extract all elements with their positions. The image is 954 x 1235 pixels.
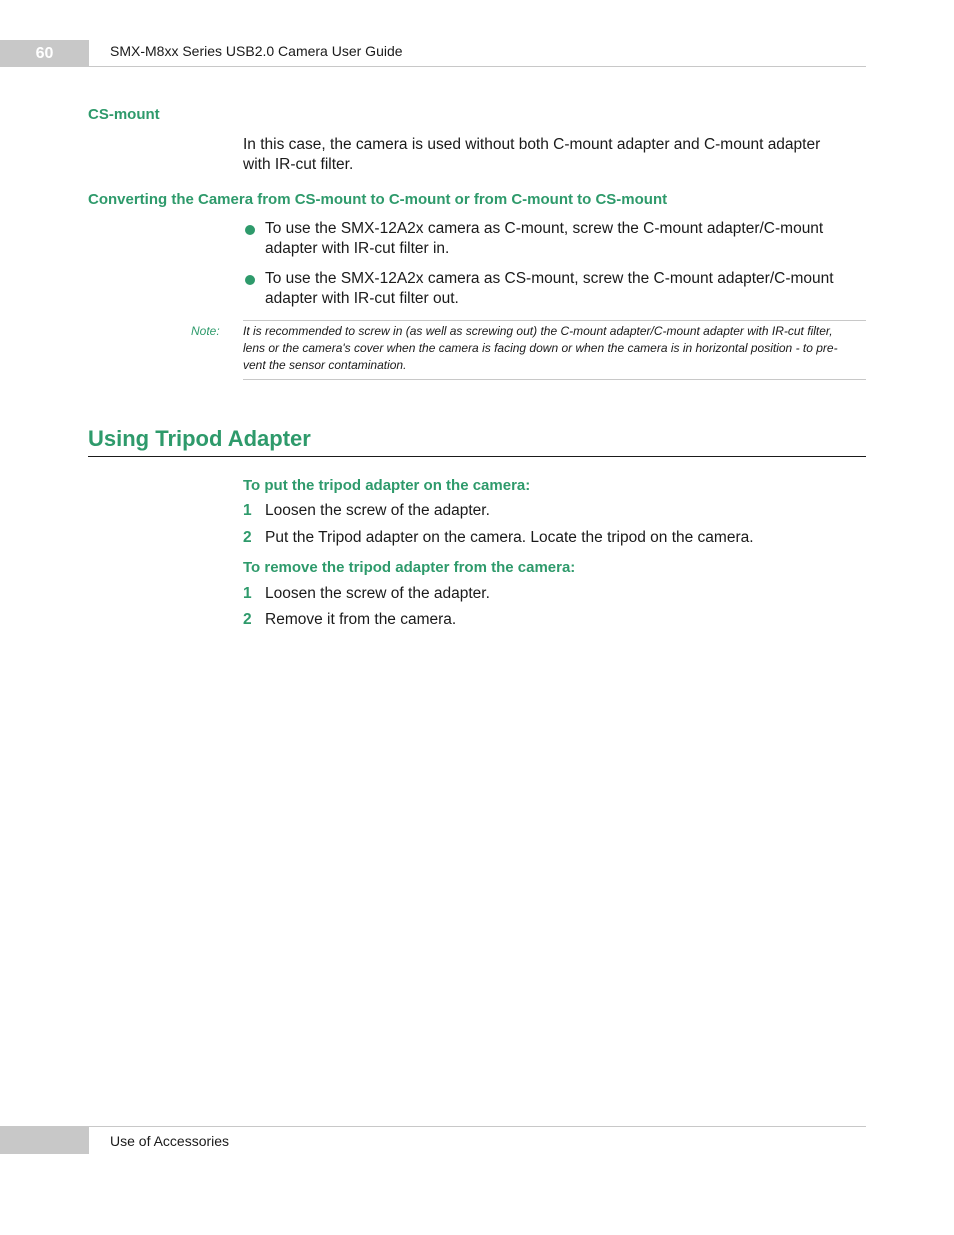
step-number: 2 xyxy=(243,611,252,628)
bullet-2-line2: adapter with IR-cut filter out. xyxy=(265,290,459,307)
cs-mount-heading: CS-mount xyxy=(88,106,160,123)
bullet-2-line1: To use the SMX-12A2x camera as CS-mount, screw the C-mount adapter/C-mount xyxy=(265,270,834,287)
step-text: Remove it from the camera. xyxy=(265,611,457,628)
step-text: Loosen the screw of the adapter. xyxy=(265,502,490,519)
footer-section-title: Use of Accessories xyxy=(110,1133,230,1149)
put-procedure-heading: To put the tripod adapter on the camera: xyxy=(243,477,531,494)
bullet-1-line2: adapter with IR-cut filter in. xyxy=(265,240,450,257)
footer-box xyxy=(0,1126,89,1154)
note-top-rule xyxy=(243,320,866,321)
note-label: Note: xyxy=(191,324,220,338)
note-text-line1: It is recommended to screw in (as well as screwing out) the C-mount adapter/C-mount adapter with IR-cut filter, xyxy=(243,324,833,338)
note-bottom-rule xyxy=(243,379,866,380)
header-rule xyxy=(89,66,866,67)
document-title: SMX-M8xx Series USB2.0 Camera User Guide xyxy=(110,43,403,59)
step-number: 2 xyxy=(243,529,252,546)
step-number: 1 xyxy=(243,502,252,519)
bullet-dot xyxy=(245,225,255,235)
converting-heading: Converting the Camera from CS-mount to C-mount or from C-mount to CS-mount xyxy=(88,191,668,208)
bullet-dot xyxy=(245,275,255,285)
step-text: Put the Tripod adapter on the camera. Locate the tripod on the camera. xyxy=(265,529,754,546)
note-text-line2: lens or the camera's cover when the camera is facing down or when the camera is in horizontal position - to pre- xyxy=(243,341,838,355)
bullet-1-line1: To use the SMX-12A2x camera as C-mount, screw the C-mount adapter/C-mount xyxy=(265,220,824,237)
note-text-line3: vent the sensor contamination. xyxy=(243,358,407,372)
footer-rule xyxy=(89,1126,866,1127)
step-number: 1 xyxy=(243,585,252,602)
remove-procedure-heading: To remove the tripod adapter from the camera: xyxy=(243,559,576,576)
cs-mount-text-line2: with IR-cut filter. xyxy=(243,156,354,173)
cs-mount-text-line1: In this case, the camera is used without both C-mount adapter and C-mount adapter xyxy=(243,136,821,153)
step-text: Loosen the screw of the adapter. xyxy=(265,585,490,602)
page-number: 60 xyxy=(35,45,54,62)
section-rule xyxy=(88,456,866,457)
section-heading: Using Tripod Adapter xyxy=(88,426,311,451)
